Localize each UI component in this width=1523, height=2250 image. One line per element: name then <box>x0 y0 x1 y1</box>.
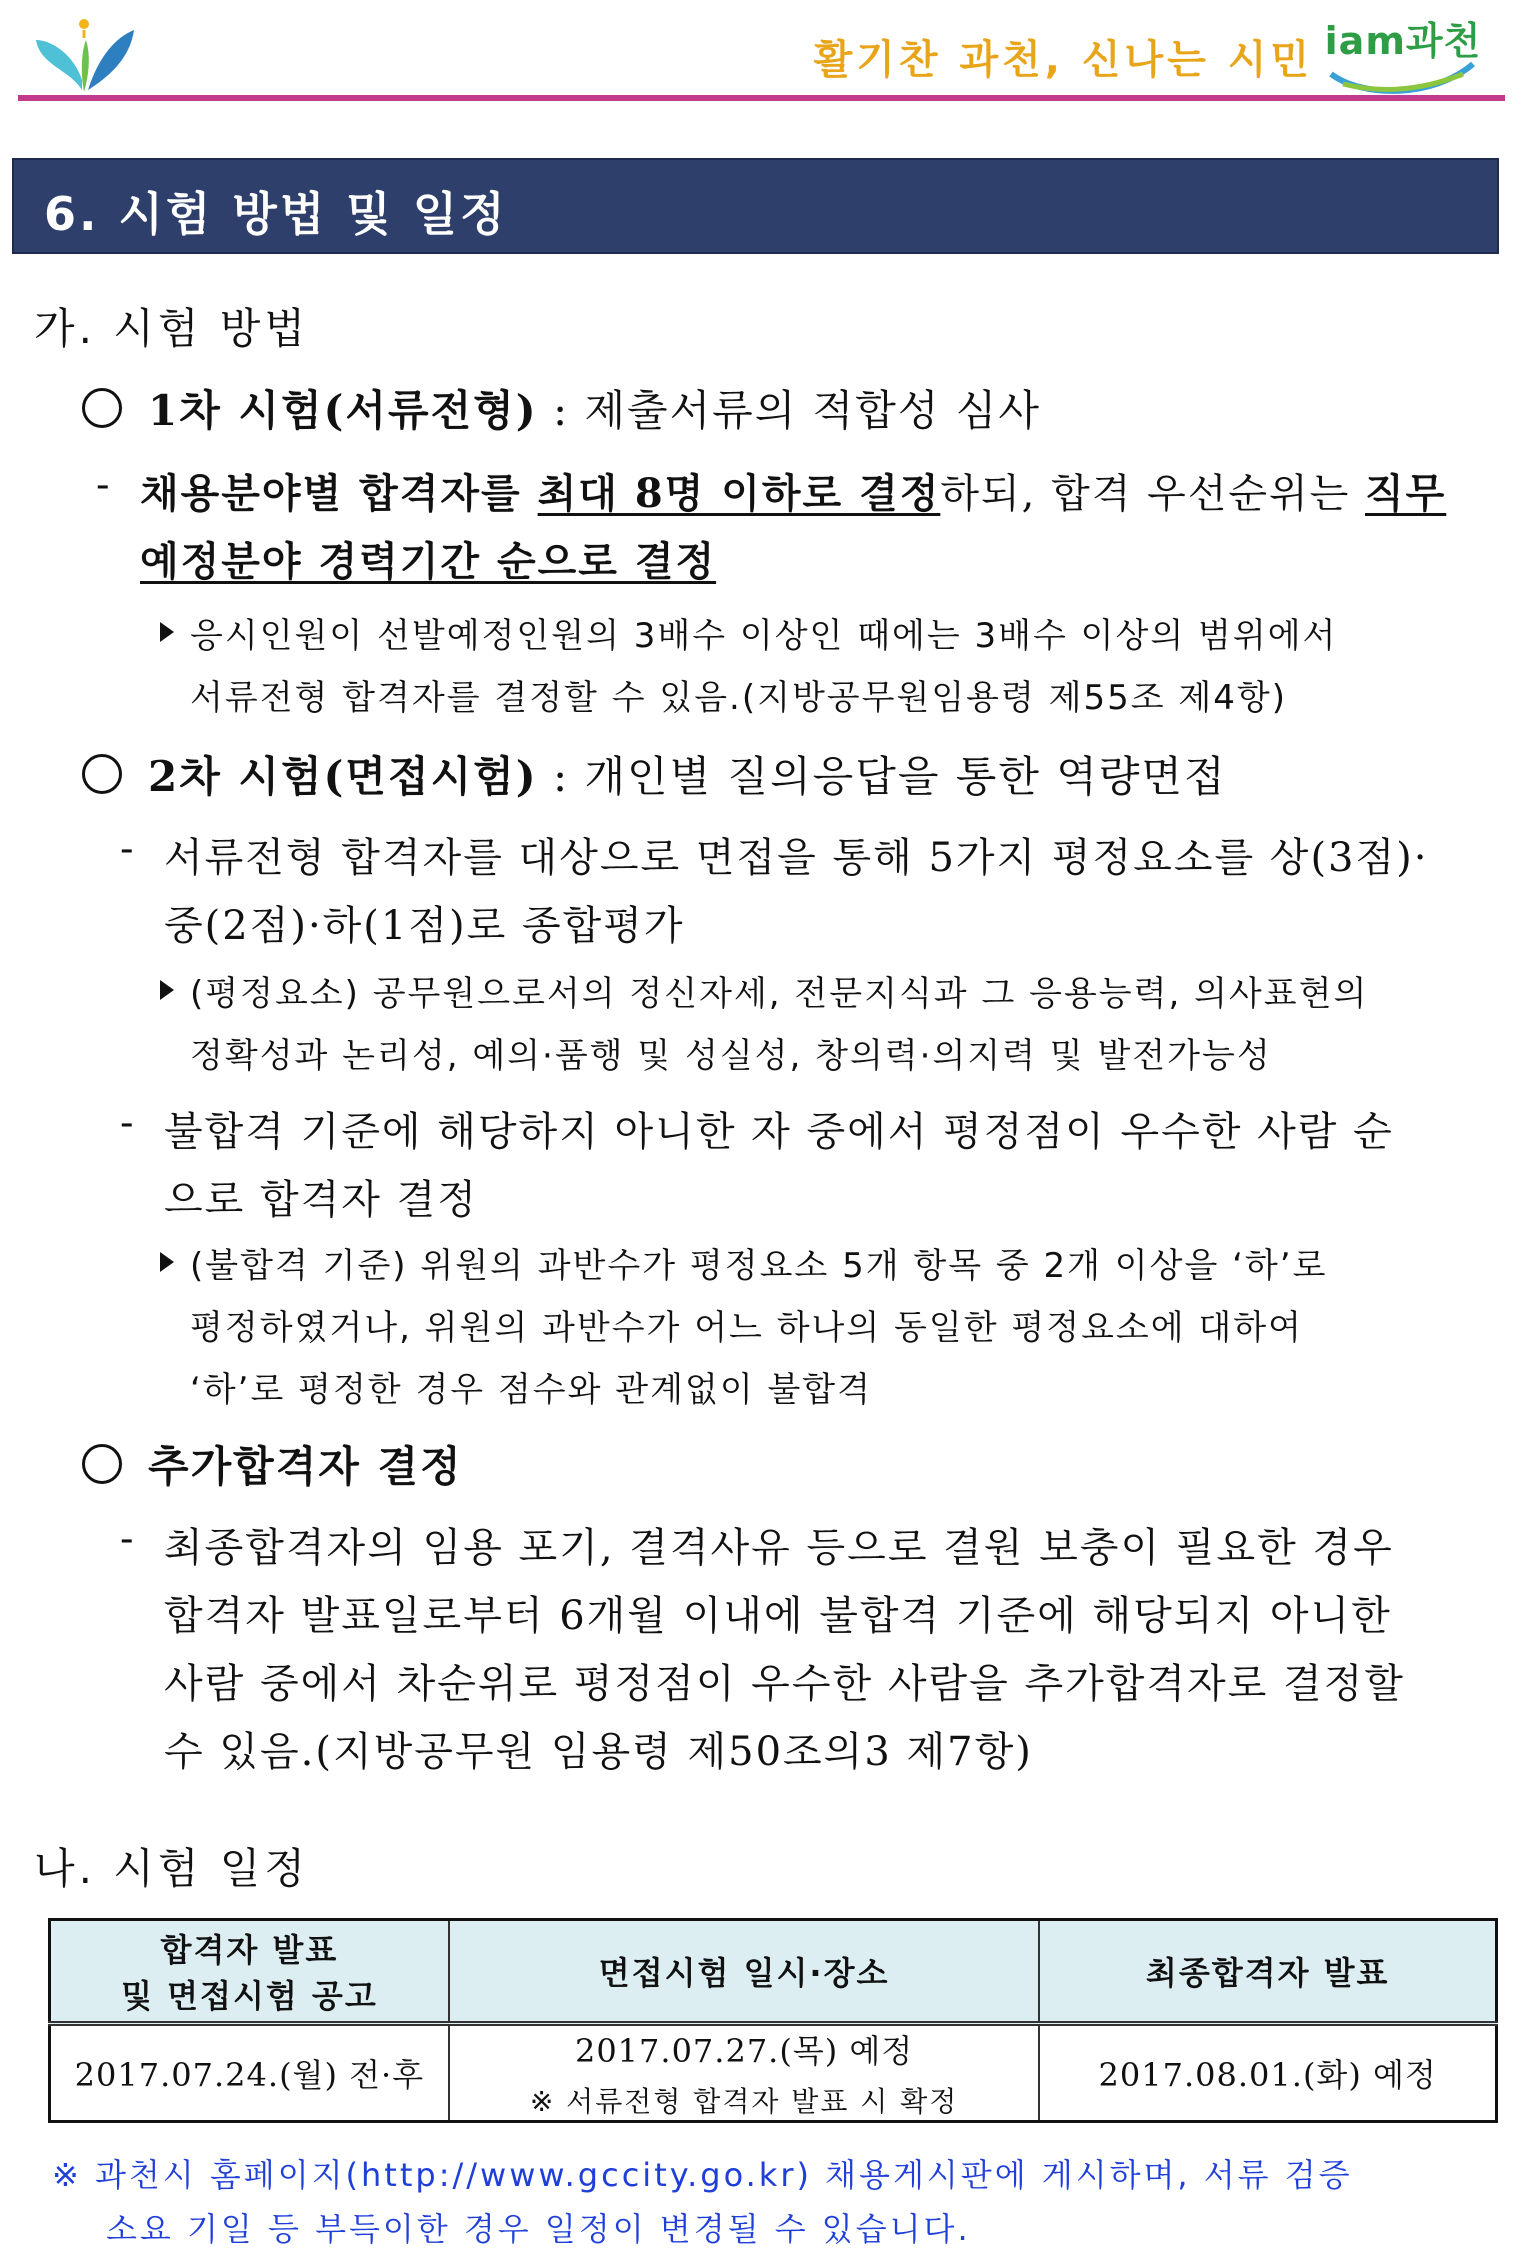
item3-label: 추가합격자 결정 <box>148 1442 463 1491</box>
item2-line <box>148 744 1227 804</box>
cell-interview-note: ※ 서류전형 합격자 발표 시 확정 <box>529 2085 959 2118</box>
iam-gwacheon-logo-text: iam과천 <box>1324 19 1482 63</box>
item2-desc: 개인별 질의응답을 통한 역량면접 <box>584 752 1227 801</box>
footnote-line2: 소요 기일 등 부득이한 경우 일정이 변경될 수 있습니다. <box>106 2210 971 2248</box>
item2-note1-line1: (평정요소) 공무원으로서의 정신자세, 전문지식과 그 응용능력, 의사표현의 <box>190 974 1369 1014</box>
item2-note2-line2: 평정하였거나, 위원의 과반수가 어느 하나의 동일한 평정요소에 대하여 <box>190 1308 1303 1348</box>
item2-note1-line2: 정확성과 논리성, 예의·품행 및 성실성, 창의력·의지력 및 발전가능성 <box>190 1036 1272 1076</box>
item1-separator: : <box>537 386 585 435</box>
header-final: 최종합격자 발표 <box>1039 1920 1496 2024</box>
triangle-bullet-icon <box>160 1252 174 1272</box>
item1-dash1-line1 <box>140 462 1446 519</box>
circle-bullet-icon <box>82 1444 122 1484</box>
circle-bullet-icon <box>82 754 122 794</box>
dash-bullet: - <box>96 462 110 508</box>
item1-label: 1차 시험(서류전형) <box>148 386 538 435</box>
item1-dash1-part-a: 채용분야별 합격자를 <box>140 470 538 517</box>
section-title-bar <box>12 158 1499 254</box>
triangle-bullet-icon <box>160 622 174 642</box>
logo-swoosh-icon <box>1323 54 1483 98</box>
item2-dash1-line2: 중(2점)·하(1점)로 종합평가 <box>164 903 685 949</box>
item3-line1: 최종합격자의 임용 포기, 결격사유 등으로 결원 보충이 필요한 경우 <box>164 1525 1394 1571</box>
dash-bullet: - <box>120 1100 134 1146</box>
item1-note-line1: 응시인원이 선발예정인원의 3배수 이상인 때에는 3배수 이상의 범위에서 <box>190 616 1338 656</box>
dash-bullet: - <box>120 826 134 872</box>
item3-line4: 수 있음.(지방공무원 임용령 제50조의3 제7항) <box>164 1729 1033 1775</box>
item1-dash1-part-b: 최대 8명 이하로 결정 <box>537 470 941 517</box>
circle-bullet-icon <box>82 388 122 428</box>
heading-test-method: 가. 시험 방법 <box>34 304 309 353</box>
dash-bullet: - <box>120 1516 134 1562</box>
item1-dash1-part-d: 직무 <box>1364 470 1447 517</box>
item1-dash1-part-c: 하되, 합격 우선순위는 <box>940 471 1365 517</box>
table-row <box>50 2024 1497 2122</box>
schedule-table <box>48 1918 1498 2123</box>
item3-line2: 합격자 발표일로부터 6개월 이내에 불합격 기준에 해당되지 아니한 <box>164 1593 1392 1639</box>
footnote-line1: ※ 과천시 홈페이지(http://www.gccity.go.kr) 채용게시판에 게시하며, 서류 검증 <box>52 2156 1353 2194</box>
item2-dash2-line2: 으로 합격자 결정 <box>164 1177 478 1223</box>
triangle-bullet-icon <box>160 980 174 1000</box>
item2-note2-line3: ‘하’로 평정한 경우 점수와 관계없이 불합격 <box>190 1370 872 1410</box>
item1-line <box>148 378 1041 438</box>
header-interview: 면접시험 일시·장소 <box>449 1920 1040 2024</box>
item2-note2-line1: (불합격 기준) 위원의 과반수가 평정요소 5개 항목 중 2개 이상을 ‘하’로 <box>190 1246 1328 1286</box>
table-header-row <box>50 1920 1497 2024</box>
header-announcement <box>50 1920 449 2024</box>
cell-interview-date-main: 2017.07.27.(목) 예정 <box>574 2032 914 2070</box>
item3-line3: 사람 중에서 차순위로 평정점이 우수한 사람을 추가합격자로 결정할 <box>164 1661 1405 1707</box>
iam-gwacheon-logo <box>1323 6 1483 101</box>
section-title: 6. 시험 방법 및 일정 <box>44 187 508 241</box>
header-announcement-line2: 및 면접시험 공고 <box>121 1977 378 2015</box>
page-header <box>0 0 1523 105</box>
cell-announcement-date: 2017.07.24.(월) 전·후 <box>50 2024 449 2122</box>
header-slogan: 활기찬 과천, 신나는 시민 <box>813 37 1313 83</box>
cell-final-date: 2017.08.01.(화) 예정 <box>1039 2024 1496 2122</box>
item1-note-line2: 서류전형 합격자를 결정할 수 있음.(지방공무원임용령 제55조 제4항) <box>190 678 1288 718</box>
heading-test-schedule: 나. 시험 일정 <box>34 1844 309 1893</box>
header-divider <box>18 95 1505 101</box>
cell-interview-date <box>449 2024 1040 2122</box>
item1-desc: 제출서류의 적합성 심사 <box>584 386 1041 435</box>
header-announcement-line1: 합격자 발표 <box>160 1931 339 1969</box>
gwacheon-butterfly-logo <box>30 10 140 98</box>
item2-dash2-line1: 불합격 기준에 해당하지 아니한 자 중에서 평정점이 우수한 사람 순 <box>164 1109 1394 1155</box>
item2-separator: : <box>537 752 585 801</box>
item2-label: 2차 시험(면접시험) <box>148 752 538 801</box>
item1-dash1-line2: 예정분야 경력기간 순으로 결정 <box>140 538 717 585</box>
item2-dash1-line1: 서류전형 합격자를 대상으로 면접을 통해 5가지 평정요소를 상(3점)· <box>164 835 1429 881</box>
